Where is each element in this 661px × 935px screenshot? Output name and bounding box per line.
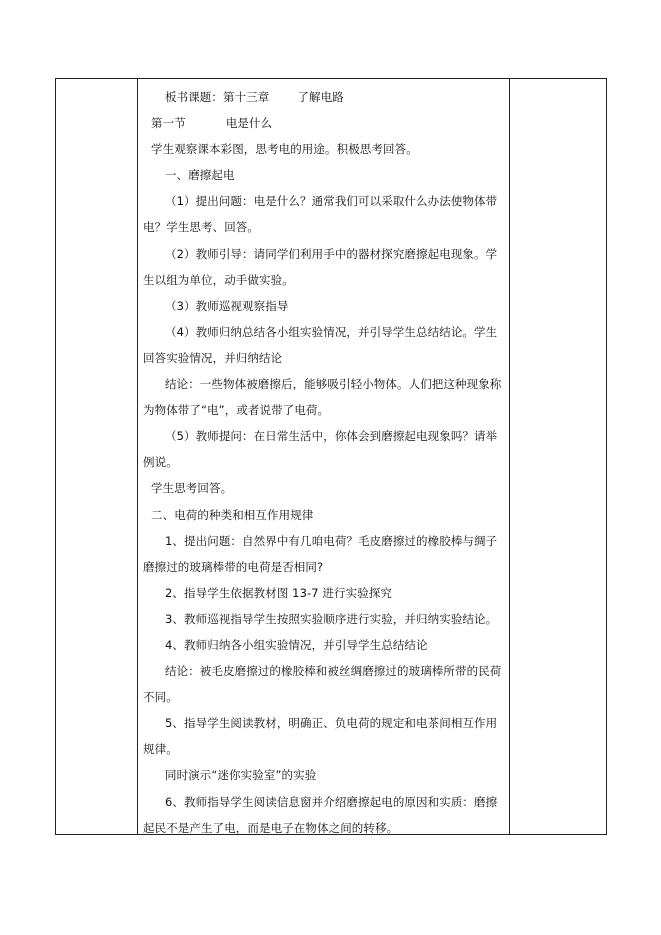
text-line: 结论：被毛皮磨擦过的橡胶棒和被丝绸磨擦过的玻璃棒所带的民荷 — [165, 664, 502, 679]
text-line: 2、指导学生依据教材图 13-7 进行实验探究 — [165, 585, 393, 600]
text-line: 不同。 — [143, 690, 178, 705]
text-line: （3）教师巡视观察指导 — [165, 298, 289, 313]
text-line: 5、指导学生阅读教材，明确正、负电荷的规定和电茶间相互作用 — [165, 716, 498, 731]
text-line: 结论：一些物体被磨擦后，能够吸引轻小物体。人们把这种现象称 — [165, 377, 502, 392]
text-line: 回答实验情况，并归纳结论 — [143, 350, 283, 365]
board-title-prefix: 板书课题：第十三章 — [165, 90, 270, 104]
section-label: 第一节 — [151, 116, 186, 131]
text-line: 学生思考回答。 — [151, 481, 233, 496]
board-title-line — [143, 84, 503, 110]
table-border-divider-1 — [137, 78, 138, 835]
text-line: 磨擦过的玻璃棒带的电荷是否相同? — [143, 559, 324, 574]
text-line: （2）教师引导：请同学们利用手中的器材探究磨擦起电现象。学 — [165, 246, 498, 261]
table-border-top — [55, 78, 607, 79]
text-line: 为物体带了“电”，或者说带了电荷。 — [143, 403, 330, 418]
heading-line: 二、电荷的种类和相互作用规律 — [151, 507, 314, 522]
lesson-content-cell — [143, 84, 503, 841]
text-line: 1、提出问题：自然界中有几咱电荷？毛皮磨擦过的橡胶棒与绸子 — [165, 533, 498, 548]
text-line: 电？学生思考、回答。 — [143, 220, 259, 235]
table-border-divider-2 — [509, 78, 510, 835]
section-line — [143, 110, 503, 136]
text-line: 生以组为单位，动手做实验。 — [143, 272, 294, 287]
heading-line: 一、磨擦起电 — [165, 168, 235, 183]
text-line: 3、教师巡视指导学生按照实验顺序进行实验，并归纳实验结论。 — [165, 611, 498, 626]
text-line: 4、教师归纳各小组实验情况，并引导学生总结结论 — [165, 637, 428, 652]
table-border-right — [606, 78, 607, 835]
board-title-suffix: 了解电路 — [297, 90, 344, 104]
text-line: （1）提出问题：电是什么？通常我们可以采取什么办法使物体带 — [165, 194, 498, 209]
text-line: 起民不是产生了电，而是电子在物体之间的转移。 — [143, 820, 399, 835]
text-line: 例说。 — [143, 455, 178, 470]
section-title: 电是什么 — [225, 116, 273, 131]
text-line: 规律。 — [143, 742, 178, 757]
text-line: 学生观察课本彩图，思考电的用途。积极思考回答。 — [151, 142, 418, 157]
text-line: （4）教师归纳总结各小组实验情况，并引导学生总结结论。学生 — [165, 324, 498, 339]
table-border-left — [55, 78, 56, 835]
text-line: 同时演示“迷你实验室”的实验 — [165, 768, 317, 783]
text-line: 6、教师指导学生阅读信息窗并介绍磨擦起电的原因和实质：磨擦 — [165, 794, 498, 809]
text-line: （5）教师提问：在日常生活中，你体会到磨擦起电现象吗？请举 — [165, 429, 498, 444]
